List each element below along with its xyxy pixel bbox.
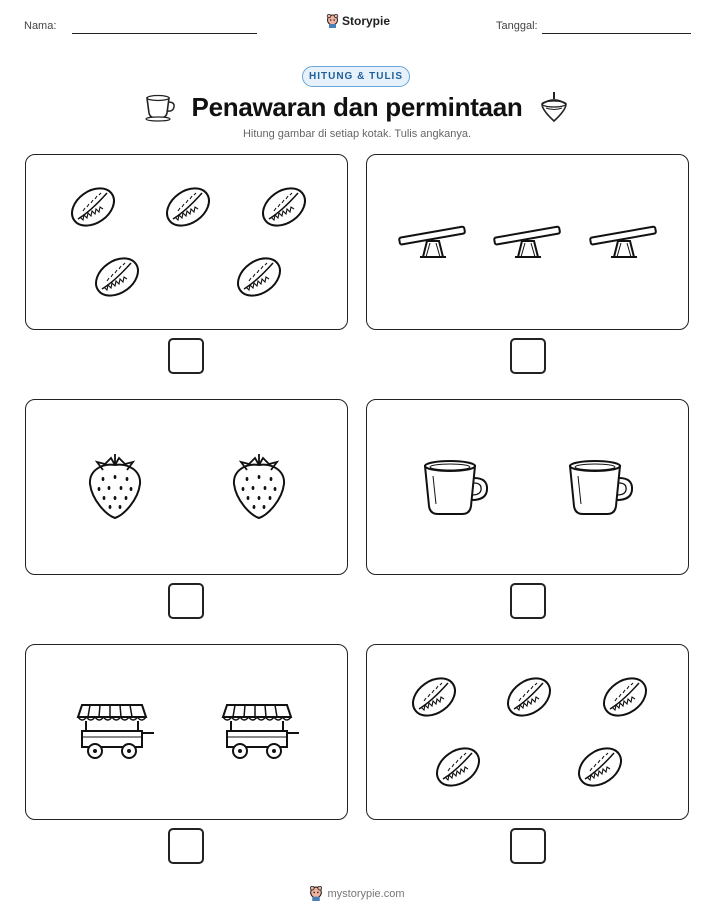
count-card-mugs: [366, 399, 689, 575]
cowrie-shell-group: [26, 155, 346, 328]
seesaw-group: [367, 155, 687, 328]
strawberry-group: [26, 400, 346, 573]
answer-box-3[interactable]: [168, 583, 204, 619]
count-card-strawberries: [25, 399, 348, 575]
activity-badge: HITUNG & TULIS: [302, 66, 410, 87]
count-card-shells-2: [366, 644, 689, 820]
answer-box-4[interactable]: [510, 583, 546, 619]
answer-box-1[interactable]: [168, 338, 204, 374]
answer-box-2[interactable]: [510, 338, 546, 374]
answer-box-5[interactable]: [168, 828, 204, 864]
cowrie-shell-group: [367, 645, 687, 818]
market-cart-group: [26, 645, 346, 818]
storypie-mascot-icon: [326, 14, 339, 28]
count-card-seesaws: [366, 154, 689, 330]
brand-logo: [326, 14, 390, 28]
count-card-carts: [25, 644, 348, 820]
spinning-top-icon: [538, 90, 570, 124]
footer: [0, 886, 714, 901]
instructions: Hitung gambar di setiap kotak. Tulis angkanya.: [242, 128, 472, 140]
name-input-line[interactable]: [72, 33, 257, 34]
footer-site[interactable]: mystorypie.com: [327, 887, 405, 900]
storypie-mascot-icon: [309, 886, 323, 901]
count-card-shells-1: [25, 154, 348, 330]
name-label: Nama:: [24, 20, 57, 32]
brand-name: Storypie: [342, 14, 391, 28]
date-label: Tanggal:: [496, 20, 538, 32]
mug-group: [367, 400, 687, 573]
answer-box-6[interactable]: [510, 828, 546, 864]
page-title: Penawaran dan permintaan: [191, 92, 523, 122]
date-input-line[interactable]: [542, 33, 691, 34]
